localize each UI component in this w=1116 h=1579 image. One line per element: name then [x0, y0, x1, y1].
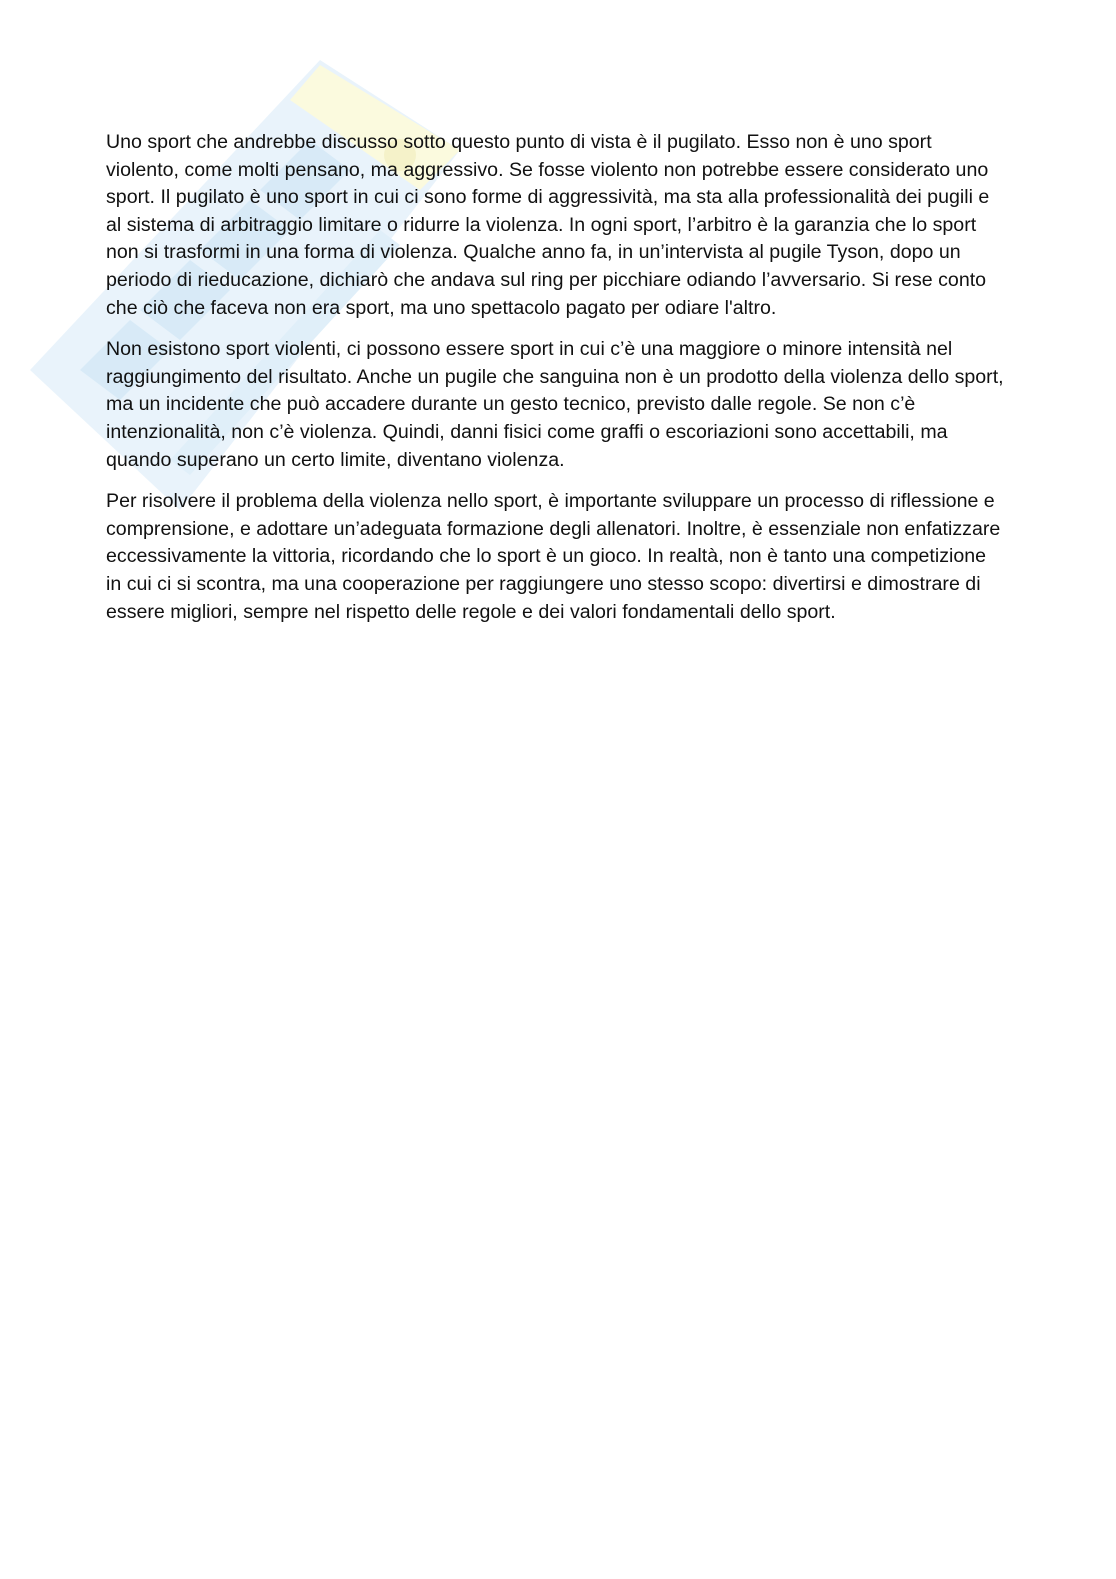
paragraph-1: Uno sport che andrebbe discusso sotto questo punto di vista è il pugilato. Esso non è uno sport violento, come molti pensano, ma aggressivo. Se fosse violento non potrebbe essere considerato uno sport. Il pugilato è uno sport in cui ci sono forme di aggressività, ma sta alla professionalità dei pugili e al sistema di arbitraggio limitare o ridurre la violenza. In ogni sport, l’arbitro è la garanzia che lo sport non si trasformi in una forma di violenza. Qualche anno fa, in un’intervista al pugile Tyson, dopo un periodo di rieducazione, dichiarò che andava sul ring per picchiare odiando l’avversario. Si rese conto che ciò che faceva non era sport, ma uno spettacolo pagato per odiare l'altro.	[106, 131, 990, 319]
paragraph-3: Per risolvere il problema della violenza nello sport, è importante sviluppare un processo di riflessione e comprensione, e adottare un’adeguata formazione degli allenatori. Inoltre, è essenziale non enfatizzare eccessivamente la vittoria, ricordando che lo sport è un gioco. In realtà, non è tanto una competizione in cui ci si scontra, ma una cooperazione per raggiungere uno stesso scopo: divertirsi e dimostrare di essere migliori, sempre nel rispetto delle regole e dei valori fondamentali dello sport.	[106, 490, 1001, 623]
document-body	[106, 129, 1006, 640]
paragraph-2: Non esistono sport violenti, ci possono essere sport in cui c’è una maggiore o minore intensità nel raggiungimento del risultato. Anche un pugile che sanguina non è un prodotto della violenza dello sport, ma un incidente che può accadere durante un gesto tecnico, previsto dalle regole. Se non c’è intenzionalità, non c’è violenza. Quindi, danni fisici come graffi o escoriazioni sono accettabili, ma quando superano un certo limite, diventano violenza.	[106, 338, 1004, 471]
